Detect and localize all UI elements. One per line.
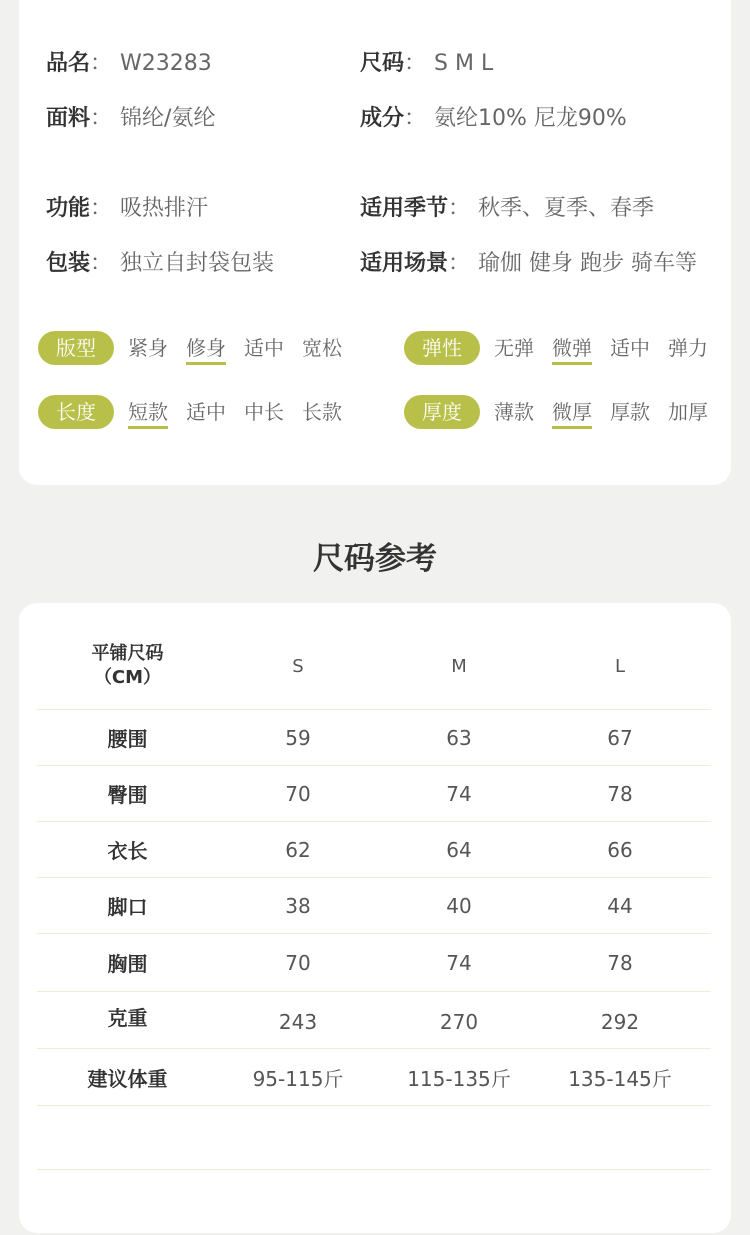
table-header-row (37, 623, 711, 710)
attr-option: 微厚 (552, 395, 592, 429)
spec-label: 面料 (46, 106, 91, 131)
attr-pill: 长度 (38, 395, 114, 429)
table-row (37, 878, 711, 934)
row-label: 建议体重 (87, 1066, 168, 1091)
attr-option: 适中 (244, 336, 284, 360)
cell: 70 (285, 781, 311, 806)
table-row (37, 1049, 711, 1106)
spec-colon: ： (90, 51, 113, 76)
spec-fabric (46, 104, 215, 134)
attr-elasticity (404, 331, 726, 365)
table-row (37, 710, 711, 766)
cell: 243 (278, 1010, 318, 1034)
spec-label: 适用场景 (360, 251, 449, 276)
size-section-title: 尺码参考 (313, 541, 437, 577)
attr-option: 修身 (186, 331, 226, 365)
row-label: 脚口 (107, 895, 148, 919)
table-row (37, 766, 711, 822)
cell: 66 (607, 837, 633, 862)
spec-colon: ： (404, 106, 427, 131)
cell: 95-115斤 (252, 1066, 344, 1091)
size-table (37, 623, 711, 1170)
header-unit: （CM） (93, 667, 162, 688)
cell: 38 (285, 893, 311, 918)
attr-option: 薄款 (494, 400, 534, 424)
attr-option: 中长 (244, 400, 284, 424)
attr-fit (38, 331, 360, 365)
cell: 270 (439, 1010, 479, 1034)
cell: 74 (446, 950, 472, 975)
attr-option: 微弹 (552, 331, 592, 365)
attr-pill: 弹性 (404, 331, 480, 365)
attr-option: 宽松 (302, 336, 342, 360)
size-header-m: M (451, 655, 467, 677)
row-label: 胸围 (107, 952, 148, 976)
cell: 135-145斤 (568, 1066, 672, 1091)
cell: 78 (607, 781, 633, 806)
spec-colon: ： (404, 51, 427, 76)
cell: 78 (607, 950, 633, 975)
attr-option: 适中 (610, 336, 650, 360)
spec-colon: ： (448, 251, 471, 276)
spec-value: 锦纶/氨纶 (120, 106, 216, 131)
attr-option: 无弹 (494, 336, 534, 360)
spec-packaging (46, 249, 274, 279)
attr-pill: 版型 (38, 331, 114, 365)
cell: 74 (446, 781, 472, 806)
cell: 67 (607, 725, 633, 750)
spec-value: S M L (434, 51, 494, 76)
attr-option: 长款 (302, 400, 342, 424)
spec-colon: ： (448, 196, 471, 221)
cell: 70 (285, 950, 311, 975)
spec-colon: ： (90, 196, 113, 221)
row-label: 克重 (107, 1005, 148, 1030)
attr-length (38, 395, 360, 429)
cell: 64 (446, 837, 472, 862)
table-row (37, 934, 711, 992)
spec-label: 适用季节 (360, 196, 449, 221)
table-row (37, 992, 711, 1049)
attr-option: 短款 (128, 395, 168, 429)
spec-season (360, 194, 654, 224)
row-label: 衣长 (107, 839, 148, 863)
cell: 44 (607, 893, 633, 918)
table-row-empty (37, 1106, 711, 1170)
spec-value: W23283 (120, 51, 212, 76)
attr-pill: 厚度 (404, 395, 480, 429)
spec-label: 包装 (46, 251, 91, 276)
spec-scenario (360, 249, 697, 279)
cell: 63 (446, 725, 472, 750)
spec-label: 尺码 (360, 51, 405, 76)
spec-value: 氨纶10% 尼龙90% (434, 106, 627, 131)
spec-label: 成分 (360, 106, 405, 131)
spec-composition (360, 104, 627, 134)
row-label: 臀围 (107, 783, 148, 807)
spec-size (360, 49, 493, 79)
spec-value: 瑜伽 健身 跑步 骑车等 (478, 251, 698, 276)
spec-function (46, 194, 208, 224)
spec-label: 品名 (46, 51, 91, 76)
spec-name (46, 49, 212, 79)
attr-thickness (404, 395, 726, 429)
spec-colon: ： (90, 251, 113, 276)
spec-colon: ： (90, 106, 113, 131)
row-label: 腰围 (107, 727, 148, 751)
header-line: 平铺尺码 (91, 643, 164, 664)
attr-option: 适中 (186, 400, 226, 424)
attr-option: 弹力 (668, 336, 708, 360)
cell: 115-135斤 (407, 1066, 511, 1091)
table-row (37, 822, 711, 878)
size-header-l: L (614, 655, 626, 677)
spec-label: 功能 (46, 196, 91, 221)
cell: 59 (285, 725, 311, 750)
attr-option: 厚款 (610, 400, 650, 424)
attr-option: 紧身 (128, 336, 168, 360)
spec-value: 吸热排汗 (120, 196, 209, 221)
spec-value: 秋季、夏季、春季 (478, 196, 655, 221)
table-header-label (37, 642, 218, 690)
cell: 40 (446, 893, 472, 918)
cell: 62 (285, 837, 311, 862)
cell: 292 (600, 1010, 640, 1034)
spec-value: 独立自封袋包装 (120, 251, 275, 276)
size-header-s: S (292, 655, 304, 677)
attr-option: 加厚 (668, 400, 708, 424)
